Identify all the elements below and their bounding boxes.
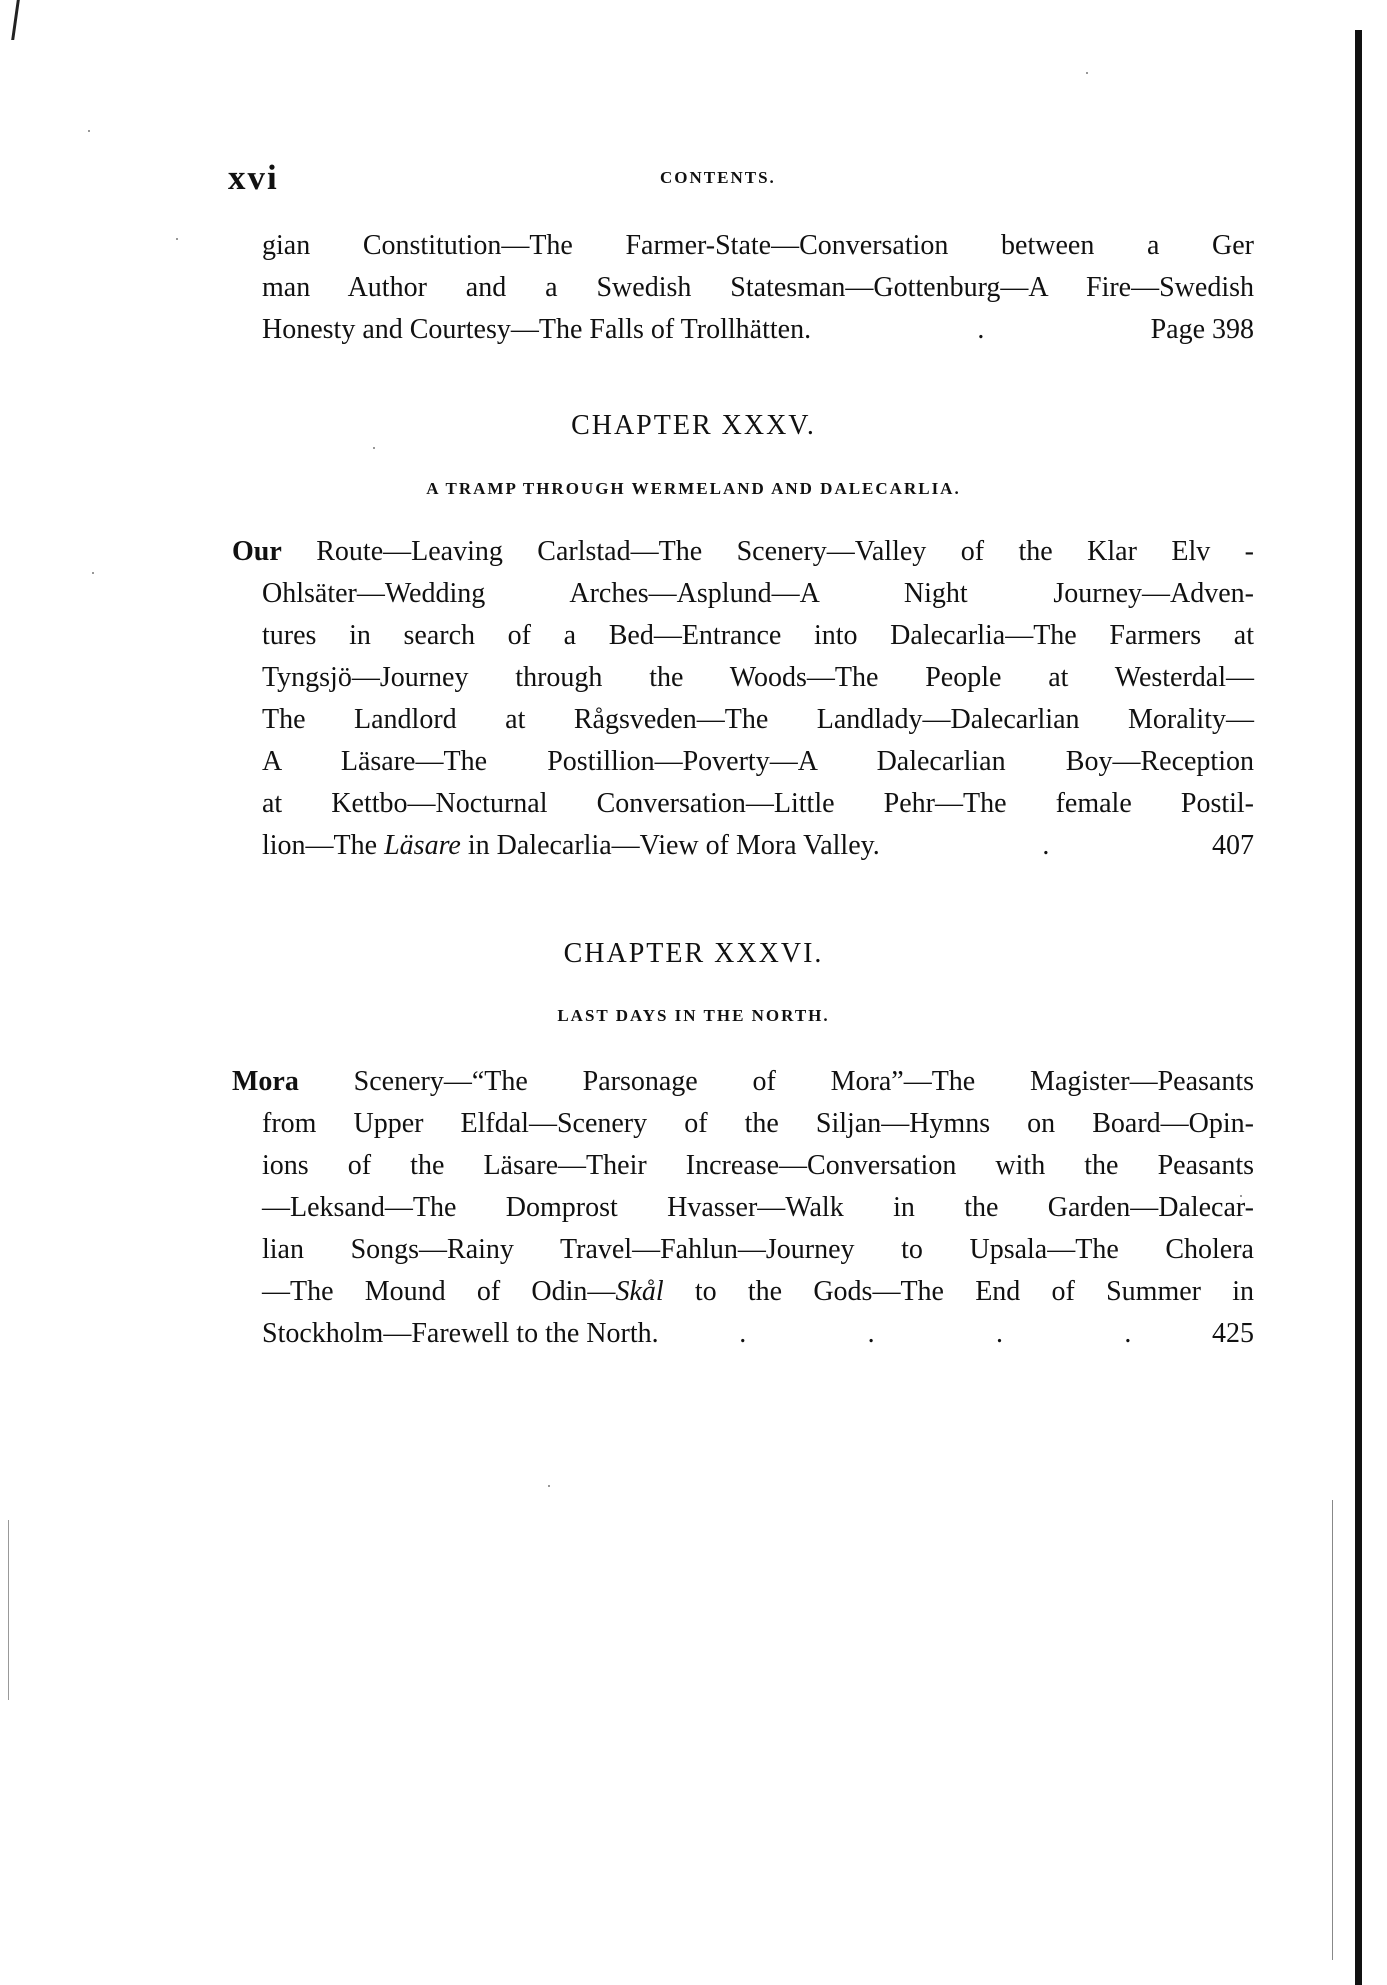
summary-text-part: lion—The: [262, 830, 385, 861]
summary-line: Ohlsäter—Wedding Arches—Asplund—A Night Journey—Adven-: [262, 578, 1254, 609]
page-reference: 425: [1212, 1318, 1254, 1349]
summary-line: from Upper Elfdal—Scenery of the Siljan—Hymns on Board—Opin-: [262, 1108, 1254, 1139]
page-number: xvi: [228, 158, 279, 197]
summary-text: [262, 826, 880, 866]
summary-line: [262, 1272, 1254, 1312]
summary-text: Stockholm—Farewell to the North.: [262, 1318, 659, 1349]
leader-dot: .: [995, 1318, 1003, 1349]
summary-text-part: —The Mound of Odin—: [262, 1276, 616, 1307]
entry-line: Honesty and Courtesy—The Falls of Trollhätten.: [262, 314, 812, 345]
italic-term: Skål: [615, 1276, 664, 1307]
scan-speck: [1086, 72, 1088, 74]
summary-text-part: to the Gods—The End of Summer in: [663, 1276, 1254, 1307]
dot-leaders: [659, 1314, 1212, 1354]
lead-word: Mora: [232, 1066, 299, 1097]
leader-dot: .: [977, 314, 985, 345]
scan-left-line: [8, 1520, 9, 1700]
scan-speck: [548, 1485, 550, 1487]
dot-leaders: [880, 826, 1212, 866]
summary-line: Tyngsjö—Journey through the Woods—The People at Westerdal—: [262, 662, 1254, 693]
entry-last-line: [262, 310, 1254, 350]
chapter-title: CHAPTER XXXV.: [571, 410, 816, 441]
summary-line: lian Songs—Rainy Travel—Fahlun—Journey to Upsala—The Cholera: [262, 1234, 1254, 1265]
page-reference: Page 398: [1150, 314, 1254, 345]
italic-term: Läsare: [384, 830, 461, 861]
chapter-subtitle: LAST DAYS IN THE NORTH.: [557, 1006, 830, 1025]
summary-last-line: [262, 826, 1254, 866]
summary-line: tures in search of a Bed—Entrance into Dalecarlia—The Farmers at: [262, 620, 1254, 651]
leader-dot: .: [739, 1318, 747, 1349]
summary-line: —Leksand—The Domprost Hvasser—Walk in the Garden—Dalecar-: [262, 1192, 1254, 1223]
scan-right-line: [1332, 1500, 1333, 1960]
running-head-title: CONTENTS.: [660, 168, 776, 187]
scan-speck: [176, 238, 178, 240]
scan-speck: [88, 130, 90, 132]
summary-text: Scenery—“The Parsonage of Mora”—The Magister—Peasants: [353, 1066, 1255, 1097]
leader-dot: .: [867, 1318, 875, 1349]
leader-dot: .: [1124, 1318, 1132, 1349]
entry-line: gian Constitution—The Farmer-State—Conversation between a Ger: [262, 230, 1254, 261]
page-reference: 407: [1212, 830, 1254, 861]
scan-corner-mark: [11, 0, 20, 40]
summary-first-line: [232, 1062, 1254, 1102]
summary-text-part: in Dalecarlia—View of Mora Valley.: [460, 830, 880, 861]
chapter-title: CHAPTER XXXVI.: [563, 938, 824, 969]
lead-word: Our: [232, 536, 282, 567]
summary-first-line: [232, 532, 1254, 572]
running-head: [0, 158, 1387, 198]
scan-speck: [373, 447, 375, 449]
scan-speck: [92, 572, 94, 574]
chapter-subtitle: A TRAMP THROUGH WERMELAND AND DALECARLIA.: [426, 479, 961, 498]
entry-line: man Author and a Swedish Statesman—Gottenburg—A Fire—Swedish: [262, 272, 1254, 303]
summary-line: ions of the Läsare—Their Increase—Conversation with the Peasants: [262, 1150, 1254, 1181]
dot-leaders: [811, 310, 1150, 350]
summary-last-line: [262, 1314, 1254, 1354]
summary-line: at Kettbo—Nocturnal Conversation—Little Pehr—The female Postil-: [262, 788, 1254, 819]
summary-line: The Landlord at Rågsveden—The Landlady—Dalecarlian Morality—: [262, 704, 1254, 735]
leader-dot: .: [1042, 830, 1050, 861]
summary-line: A Läsare—The Postillion—Poverty—A Dalecarlian Boy—Reception: [262, 746, 1254, 777]
summary-text: Route—Leaving Carlstad—The Scenery—Valley of the Klar Elv -: [316, 536, 1255, 567]
